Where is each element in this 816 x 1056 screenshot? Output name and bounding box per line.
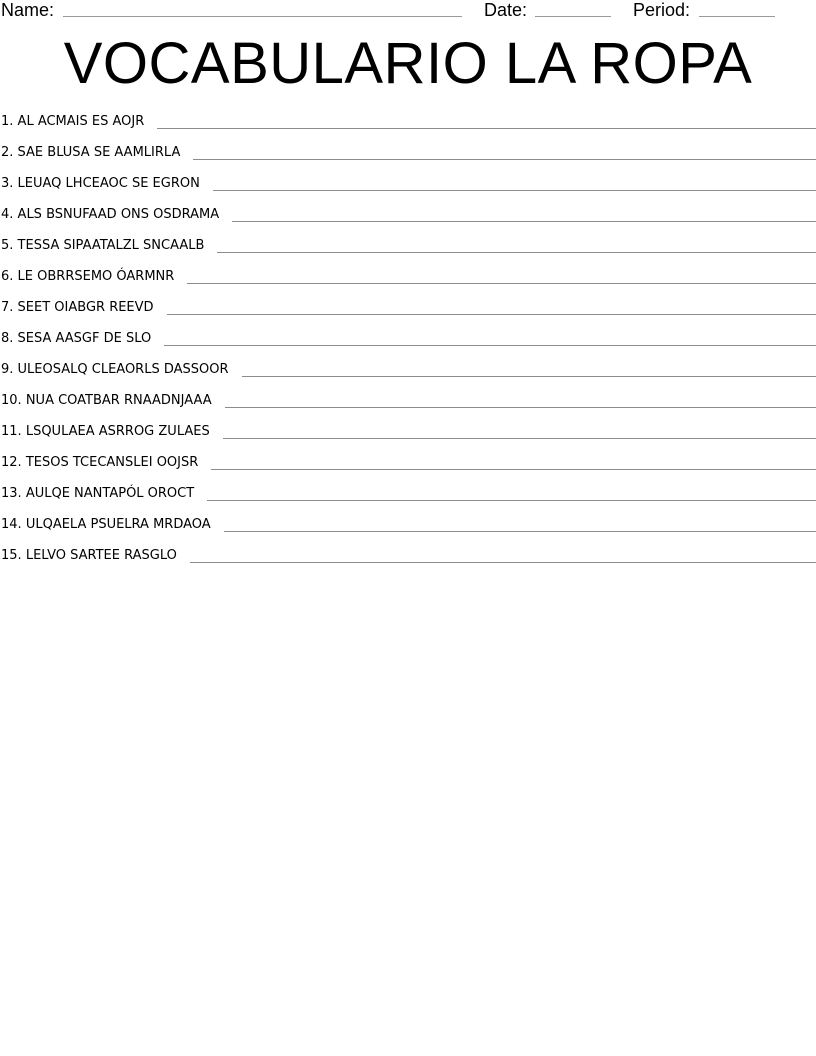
item-text: TESSA SIPAATALZL SNCAALB	[17, 238, 205, 253]
item-number: 10.	[1, 393, 22, 408]
name-field[interactable]	[63, 16, 462, 17]
list-item	[0, 174, 816, 205]
list-item	[0, 329, 816, 360]
answer-line[interactable]	[193, 159, 816, 160]
answer-line[interactable]	[187, 283, 816, 284]
item-text: LE OBRRSEMO ÓARMNR	[17, 269, 175, 284]
scrambled-phrase	[0, 453, 198, 471]
item-text: TESOS TCECANSLEI OOJSR	[25, 455, 199, 470]
item-text: LEUAQ LHCEAOC SE EGRON	[17, 176, 200, 191]
item-text: ALS BSNUFAAD ONS OSDRAMA	[17, 207, 220, 222]
list-item	[0, 143, 816, 174]
item-number: 13.	[1, 486, 22, 501]
list-item	[0, 112, 816, 143]
item-text: ULEOSALQ CLEAORLS DASSOOR	[17, 362, 229, 377]
list-item	[0, 391, 816, 422]
scrambled-phrase	[0, 515, 211, 533]
answer-line[interactable]	[242, 376, 816, 377]
list-item	[0, 360, 816, 391]
answer-line[interactable]	[225, 407, 816, 408]
item-number: 6.	[1, 269, 14, 284]
item-number: 4.	[1, 207, 14, 222]
list-item	[0, 298, 816, 329]
scrambled-phrase	[0, 143, 180, 161]
list-item	[0, 546, 816, 577]
item-text: SESA AASGF DE SLO	[17, 331, 152, 346]
item-number: 12.	[1, 455, 22, 470]
answer-line[interactable]	[164, 345, 816, 346]
item-text: SEET OIABGR REEVD	[17, 300, 154, 315]
scrambled-phrase	[0, 391, 212, 409]
answer-line[interactable]	[223, 438, 816, 439]
date-label: Date:	[484, 0, 528, 20]
item-number: 7.	[1, 300, 14, 315]
item-text: LELVO SARTEE RASGLO	[25, 548, 177, 563]
scrambled-phrase	[0, 329, 151, 347]
item-text: LSQULAEA ASRROG ZULAES	[25, 424, 210, 439]
scrambled-phrase	[0, 298, 154, 316]
scrambled-phrase	[0, 205, 219, 223]
scrambled-phrase	[0, 422, 210, 440]
answer-line[interactable]	[213, 190, 816, 191]
item-number: 11.	[1, 424, 22, 439]
answer-line[interactable]	[232, 221, 816, 222]
list-item	[0, 267, 816, 298]
item-text: SAE BLUSA SE AAMLIRLA	[17, 145, 181, 160]
scrambled-phrase	[0, 546, 177, 564]
item-number: 8.	[1, 331, 14, 346]
scrambled-word-list	[0, 112, 816, 577]
page-title: VOCABULARIO LA ROPA	[63, 31, 753, 96]
answer-line[interactable]	[167, 314, 816, 315]
list-item	[0, 205, 816, 236]
answer-line[interactable]	[207, 500, 816, 501]
item-number: 15.	[1, 548, 22, 563]
item-text: AULQE NANTAPÓL OROCT	[25, 486, 195, 501]
answer-line[interactable]	[157, 128, 816, 129]
list-item	[0, 484, 816, 515]
scrambled-phrase	[0, 236, 204, 254]
date-field[interactable]	[535, 16, 611, 17]
item-text: NUA COATBAR RNAADNJAAA	[25, 393, 212, 408]
item-text: AL ACMAIS ES AOJR	[17, 114, 145, 129]
item-number: 9.	[1, 362, 14, 377]
period-field[interactable]	[699, 16, 775, 17]
scrambled-phrase	[0, 360, 229, 378]
name-label: Name:	[1, 0, 55, 20]
list-item	[0, 515, 816, 546]
item-number: 14.	[1, 517, 22, 532]
scrambled-phrase	[0, 112, 144, 130]
item-number: 2.	[1, 145, 14, 160]
period-label: Period:	[633, 0, 691, 20]
answer-line[interactable]	[190, 562, 816, 563]
answer-line[interactable]	[211, 469, 816, 470]
list-item	[0, 236, 816, 267]
item-number: 3.	[1, 176, 14, 191]
list-item	[0, 453, 816, 484]
scrambled-phrase	[0, 484, 194, 502]
list-item	[0, 422, 816, 453]
scrambled-phrase	[0, 174, 200, 192]
student-info-header	[0, 0, 816, 22]
scrambled-phrase	[0, 267, 174, 285]
item-number: 1.	[1, 114, 14, 129]
item-number: 5.	[1, 238, 14, 253]
answer-line[interactable]	[224, 531, 816, 532]
item-text: ULQAELA PSUELRA MRDAOA	[25, 517, 211, 532]
answer-line[interactable]	[217, 252, 816, 253]
